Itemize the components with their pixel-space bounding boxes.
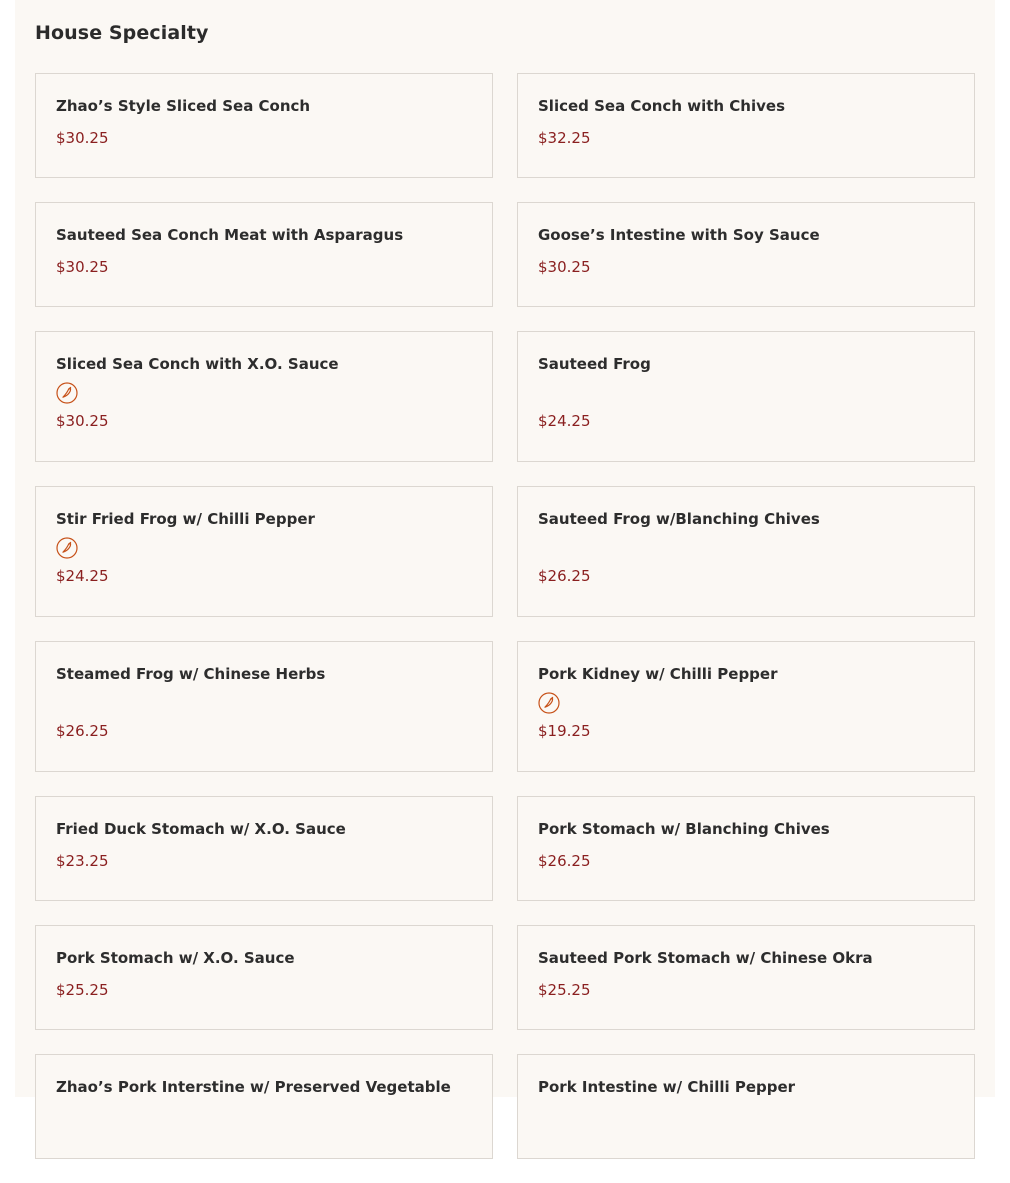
menu-item-card[interactable] — [517, 202, 975, 307]
menu-item-price: $32.25 — [538, 129, 591, 147]
menu-item-card[interactable] — [517, 73, 975, 178]
menu-item-card[interactable] — [35, 641, 493, 772]
menu-item-price: $30.25 — [538, 258, 591, 276]
menu-row — [35, 796, 975, 901]
menu-item-card[interactable] — [35, 1054, 493, 1159]
menu-item-name: Zhao’s Style Sliced Sea Conch — [56, 97, 311, 115]
menu-item-card[interactable] — [35, 331, 493, 462]
menu-item-name: Fried Duck Stomach w/ X.O. Sauce — [56, 820, 346, 838]
section-title: House Specialty — [35, 22, 209, 44]
spice-indicator — [56, 534, 472, 566]
chili-pepper-icon — [538, 692, 560, 714]
menu-item-name: Sauteed Frog — [538, 355, 651, 373]
menu-item-grid — [35, 73, 975, 1183]
menu-item-price: $24.25 — [56, 567, 109, 585]
menu-item-card[interactable] — [517, 1054, 975, 1159]
menu-item-name: Sliced Sea Conch with X.O. Sauce — [56, 355, 339, 373]
menu-item-card[interactable] — [517, 486, 975, 617]
menu-item-price: $30.25 — [56, 412, 109, 430]
chili-pepper-icon — [56, 537, 78, 559]
menu-item-price: $26.25 — [538, 852, 591, 870]
menu-item-card[interactable] — [517, 925, 975, 1030]
menu-item-name: Pork Stomach w/ Blanching Chives — [538, 820, 830, 838]
menu-row — [35, 1054, 975, 1159]
menu-row — [35, 202, 975, 307]
menu-section-panel — [15, 0, 995, 1097]
menu-row — [35, 925, 975, 1030]
menu-item-card[interactable] — [35, 202, 493, 307]
menu-item-price: $25.25 — [56, 981, 109, 999]
menu-item-price: $25.25 — [538, 981, 591, 999]
menu-row — [35, 486, 975, 617]
menu-item-card[interactable] — [35, 73, 493, 178]
menu-item-name: Sauteed Frog w/Blanching Chives — [538, 510, 820, 528]
menu-item-name: Steamed Frog w/ Chinese Herbs — [56, 665, 326, 683]
menu-item-name: Pork Kidney w/ Chilli Pepper — [538, 665, 778, 683]
menu-item-card[interactable] — [517, 641, 975, 772]
menu-item-card[interactable] — [35, 796, 493, 901]
spice-indicator-empty — [538, 534, 954, 566]
menu-row — [35, 331, 975, 462]
spice-indicator-empty — [56, 689, 472, 721]
menu-item-card[interactable] — [35, 486, 493, 617]
menu-item-price: $30.25 — [56, 258, 109, 276]
menu-item-card[interactable] — [35, 925, 493, 1030]
spice-indicator — [56, 379, 472, 411]
menu-item-name: Sauteed Sea Conch Meat with Asparagus — [56, 226, 404, 244]
spice-indicator-empty — [538, 379, 954, 411]
menu-item-name: Sauteed Pork Stomach w/ Chinese Okra — [538, 949, 873, 967]
menu-item-name: Pork Intestine w/ Chilli Pepper — [538, 1078, 796, 1096]
menu-item-name: Goose’s Intestine with Soy Sauce — [538, 226, 820, 244]
menu-item-price: $30.25 — [56, 129, 109, 147]
spice-indicator — [538, 689, 954, 721]
menu-item-name: Stir Fried Frog w/ Chilli Pepper — [56, 510, 315, 528]
menu-row — [35, 73, 975, 178]
menu-item-name: Sliced Sea Conch with Chives — [538, 97, 785, 115]
menu-item-card[interactable] — [517, 331, 975, 462]
chili-pepper-icon — [56, 382, 78, 404]
menu-item-name: Zhao’s Pork Interstine w/ Preserved Vegetable — [56, 1078, 451, 1096]
menu-item-name: Pork Stomach w/ X.O. Sauce — [56, 949, 295, 967]
menu-item-price: $23.25 — [56, 852, 109, 870]
menu-item-card[interactable] — [517, 796, 975, 901]
menu-item-price: $26.25 — [538, 567, 591, 585]
menu-item-price: $26.25 — [56, 722, 109, 740]
menu-item-price: $24.25 — [538, 412, 591, 430]
menu-row — [35, 641, 975, 772]
menu-item-price: $19.25 — [538, 722, 591, 740]
